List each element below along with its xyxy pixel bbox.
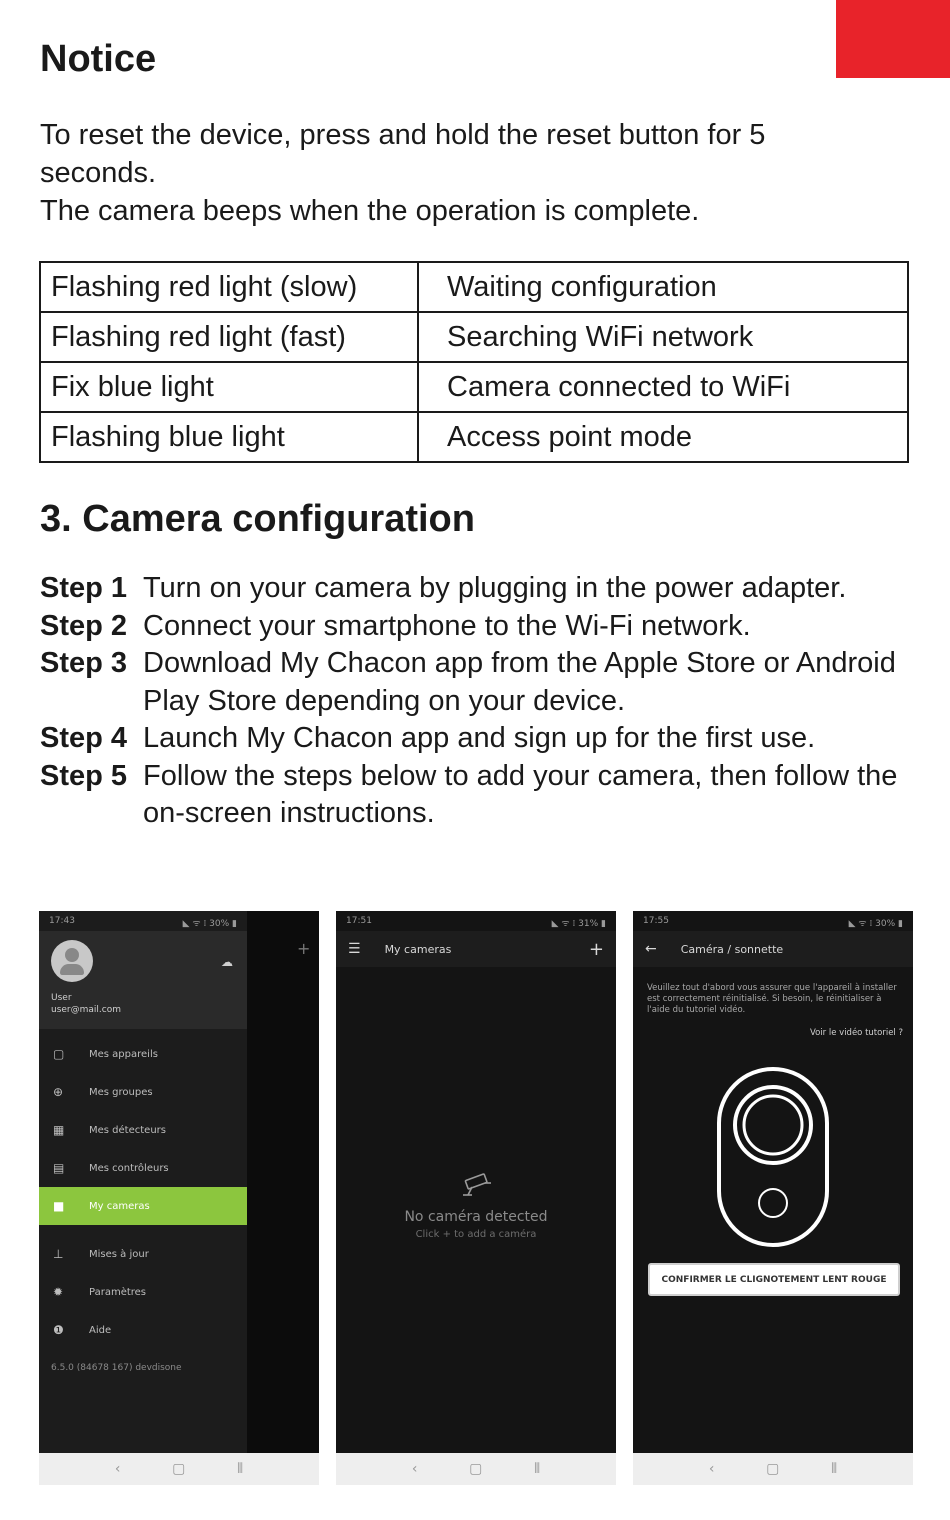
home-icon[interactable]: ▢ (469, 1461, 483, 1477)
hamburger-menu-icon[interactable]: ☰ (348, 941, 361, 957)
home-icon[interactable]: ▢ (766, 1461, 780, 1477)
list-item (40, 645, 920, 720)
back-icon[interactable]: ‹ (708, 1461, 715, 1477)
drawer-scrim (247, 911, 319, 1453)
steps-list (40, 570, 920, 833)
menu-item-mes-detecteurs[interactable] (39, 1111, 247, 1149)
table-row (40, 262, 908, 312)
led-light: Flashing red light (fast) (40, 312, 418, 362)
list-item (40, 758, 920, 833)
status-icons: ◣ ᯤ ⁞ 31% ▮ (551, 919, 606, 929)
back-icon[interactable]: ‹ (114, 1461, 121, 1477)
home-icon[interactable]: ▢ (172, 1461, 186, 1477)
notice-line-1: To reset the device, press and hold the reset button for 5 seconds. (40, 119, 766, 189)
add-icon[interactable]: + (297, 939, 311, 958)
drawer-header (39, 931, 247, 1029)
gear-icon: ✹ (53, 1285, 64, 1299)
step-label: Step 3 (40, 647, 128, 679)
camera-icon: ■ (53, 1199, 65, 1213)
list-item (40, 608, 920, 646)
step-text: Connect your smartphone to the Wi-Fi network. (143, 609, 751, 642)
cloud-icon[interactable]: ☁ (221, 955, 233, 969)
phone-screenshot-menu (39, 911, 319, 1485)
back-icon[interactable]: ‹ (411, 1461, 418, 1477)
menu-item-label: My cameras (89, 1200, 150, 1212)
security-camera-icon (336, 1173, 616, 1205)
menu-item-label: Mes appareils (89, 1048, 158, 1060)
video-tutorial-link[interactable]: Voir le vidéo tutoriel ? (809, 1028, 903, 1038)
avatar[interactable] (51, 940, 93, 982)
help-icon: ❶ (53, 1323, 64, 1337)
android-navbar (39, 1453, 319, 1485)
status-time: 17:55 (643, 916, 669, 926)
menu-item-aide[interactable] (39, 1311, 247, 1349)
back-arrow-icon[interactable]: ← (645, 941, 657, 957)
empty-hint: Click + to add a caméra (415, 1229, 537, 1240)
phone-screenshot-cameras (336, 911, 616, 1485)
add-camera-button[interactable]: + (588, 938, 604, 960)
status-bar (39, 911, 247, 931)
phone-screenshot-doorbell (633, 911, 913, 1485)
list-item (40, 570, 920, 608)
reset-instructions: Veuillez tout d'abord vous assurer que l'appareil à installer est correctement réinitialisé. Si besoin, le réinitialiser à l'aide du tutoriel vidéo. (647, 983, 897, 1015)
table-row (40, 362, 908, 412)
step-label: Step 1 (40, 572, 128, 604)
recents-icon[interactable]: ⦀ (533, 1461, 541, 1477)
menu-item-my-cameras[interactable] (39, 1187, 247, 1225)
menu-item-label: Mes détecteurs (89, 1124, 166, 1136)
detectors-icon: ▦ (53, 1123, 65, 1137)
step-text: Turn on your camera by plugging in the power adapter. (143, 572, 847, 604)
step-label: Step 4 (40, 722, 128, 754)
red-corner-tab (836, 0, 950, 78)
download-icon: ⊥ (53, 1247, 64, 1261)
user-email: user@mail.com (51, 1005, 121, 1015)
table-row (40, 412, 908, 462)
menu-item-label: Aide (89, 1324, 112, 1336)
menu-item-parametres[interactable] (39, 1273, 247, 1311)
android-navbar (336, 1453, 616, 1485)
drawer-menu (39, 1035, 247, 1387)
led-meaning: Access point mode (418, 412, 908, 462)
menu-item-mises-a-jour[interactable] (39, 1235, 247, 1273)
confirm-slow-red-blink-button[interactable]: CONFIRMER LE CLIGNOTEMENT LENT ROUGE (648, 1263, 900, 1296)
groups-icon: ⊕ (53, 1085, 64, 1099)
android-navbar (633, 1453, 913, 1485)
empty-state (336, 1173, 616, 1240)
user-info (51, 992, 121, 1016)
app-bar (633, 931, 913, 967)
notice-text (40, 116, 870, 230)
menu-item-label: Paramètres (89, 1286, 147, 1298)
status-bar (336, 911, 616, 931)
menu-item-mes-appareils[interactable] (39, 1035, 247, 1073)
led-light: Fix blue light (40, 362, 418, 412)
led-meaning: Camera connected to WiFi (418, 362, 908, 412)
user-name: User (51, 993, 72, 1003)
menu-item-mes-controleurs[interactable] (39, 1149, 247, 1187)
step-text: Launch My Chacon app and sign up for the first use. (143, 722, 816, 754)
menu-item-label: Mes contrôleurs (89, 1162, 169, 1174)
app-bar (336, 931, 616, 967)
doorbell-icon (713, 1063, 833, 1251)
led-light: Flashing blue light (40, 412, 418, 462)
led-status-table (39, 261, 909, 463)
screen-title: My cameras (384, 942, 452, 956)
led-meaning: Waiting configuration (418, 262, 908, 312)
table-row (40, 312, 908, 362)
step-label: Step 2 (40, 609, 128, 642)
led-light: Flashing red light (slow) (40, 262, 418, 312)
status-time: 17:51 (346, 916, 372, 926)
status-bar (633, 911, 913, 931)
menu-item-label: Mes groupes (89, 1086, 153, 1098)
recents-icon[interactable]: ⦀ (236, 1461, 244, 1477)
step-text: Follow the steps below to add your camera, then follow the on-screen instructions. (143, 759, 898, 829)
menu-item-mes-groupes[interactable] (39, 1073, 247, 1111)
notice-heading: Notice (40, 38, 157, 80)
step-text: Download My Chacon app from the Apple Store or Android Play Store depending on your device. (143, 647, 896, 717)
controllers-icon: ▤ (53, 1161, 65, 1175)
notice-line-2: The camera beeps when the operation is complete. (40, 195, 700, 227)
status-time: 17:43 (49, 916, 75, 926)
status-icons: ◣ ᯤ ⁞ 30% ▮ (848, 919, 903, 929)
led-meaning: Searching WiFi network (418, 312, 908, 362)
app-version: 6.5.0 (84678 167) devdisone (51, 1363, 182, 1373)
recents-icon[interactable]: ⦀ (830, 1461, 838, 1477)
step-label: Step 5 (40, 759, 128, 792)
section-heading: 3. Camera configuration (40, 498, 475, 540)
menu-item-label: Mises à jour (89, 1248, 149, 1260)
screen-title: Caméra / sonnette (680, 942, 784, 956)
list-item (40, 720, 920, 758)
empty-title: No caméra detected (404, 1209, 548, 1225)
devices-icon: ▢ (53, 1047, 65, 1061)
status-icons: ◣ ᯤ ⁞ 30% ▮ (182, 919, 237, 929)
